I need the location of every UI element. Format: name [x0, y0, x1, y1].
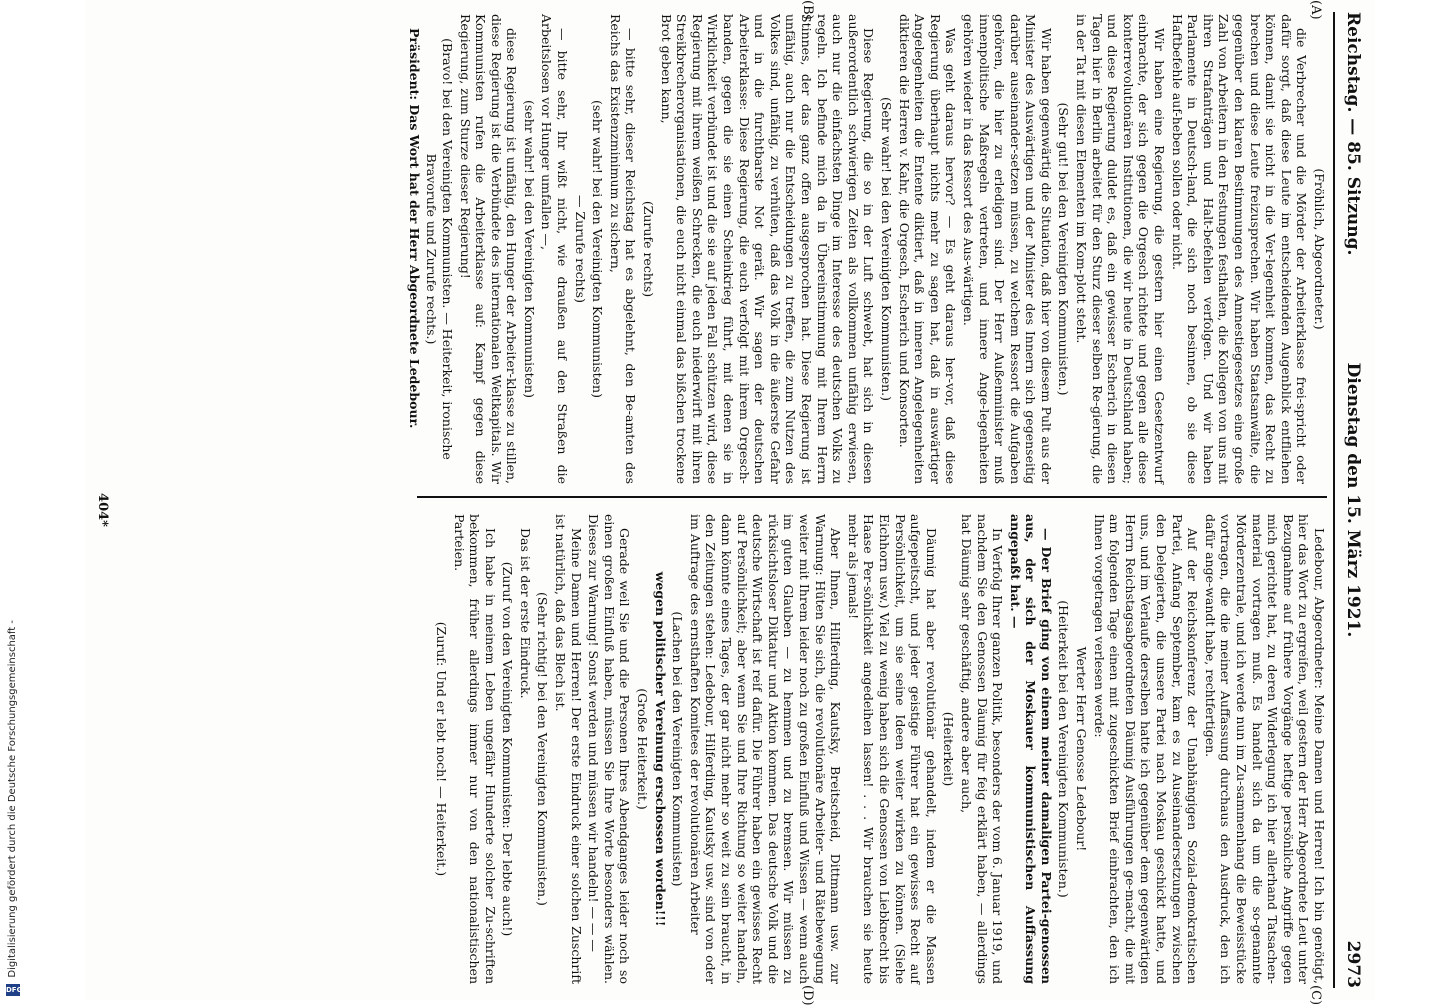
interjection: (sehr wahr! bei den Vereinigten Kommunisten)	[521, 100, 537, 398]
header-date: Dienstag den 15. März 1921.	[1343, 362, 1363, 638]
interjection: (Heiterkeit bei den Vereinigten Kommunisten.)	[1056, 600, 1072, 898]
paragraph: Was geht daraus hervor? — Es geht daraus her-vor, daß diese Regierung überhaupt nichts mehr zu sagen hat, daß in auswärtiger Angelegenheiten die Entente diktiert, daß in inneren Angelegenheiten diktieren die Herren v. Kahr, die Orgesch, Escherich und Konsorten.	[896, 14, 959, 484]
interjection: (Heiterkeit)	[941, 711, 957, 787]
paragraph: — bitte sehr, dieser Reichstag hat es abgelehnt, den Be-amten des Reichs das Existenzminimum zu sichern,	[607, 14, 639, 484]
dfg-credit-text: Digitalisierung gefördert durch die Deutsche Forschungsgemeinschaft -	[7, 620, 18, 978]
paragraph: Gerade weil Sie und die Personen Ihres Abendganges leider noch so einen großen Einfluß haben, müssen Sie Ihre Worte besonders wählen. Dieses zur Warnung! Sonst werden und müssen wir handeln! — — —	[586, 514, 633, 984]
letter-salutation: Werter Herr Genosse Ledebour!	[1074, 646, 1090, 852]
dfg-logo-icon: DFG	[6, 986, 23, 994]
interjection: (Lachen bei den Vereinigten Kommunisten)	[670, 611, 686, 887]
interjection: (Bravo! bei den Vereinigten Kommunisten. — Heiterkeit, ironische Bravorufe und Zurufe rechts.)	[424, 38, 455, 460]
paragraph: Ich habe in meinem Leben ungefähr Hunderte solcher Zu-schriften bekommen, früher allerdings immer nur von den nationalistischen Parteien.	[451, 514, 498, 984]
paragraph: wegen politischer Vereinung erschossen worden!!!	[652, 571, 668, 927]
interjection: (Sehr gut! bei den Vereinigten Kommunisten.)	[1056, 102, 1072, 396]
paragraph: Däumig hat aber revolutionär gehandelt, indem er die Massen aufgepeitscht, und jeder geistige Führer hat ein gewisses Recht auf Persönlichkeit, um sie seine Ideen weiter wirken zu können. (Siehe Eichhorn usw.) Viel zu wenig haben sich die Genossen von Liebknecht bis Haase Per-sönlichkeit angedeihen lassen! . . . Wir brauchen sie heute mehr als jemals!	[845, 514, 939, 984]
speaker-line: (Fröhlich, Abgeordneter.)	[1312, 168, 1327, 330]
interjection: (Zuruf von den Vereinigten Kommunisten: Der lebte auch!)	[500, 561, 516, 937]
interjection: — Zurufe rechts)	[572, 195, 588, 303]
president-line: Präsident: Das Wort hat der Herr Abgeordnete Ledebour.	[406, 28, 422, 429]
margin-marker-d: (D)	[800, 985, 815, 1006]
paragraph: Auf der Reichskonferenz der Unabhängigen Sozial-demokratischen Partei, Anfang September, kam es zu Auseinandersetzungen zwischen den Delegierten, die unsere Partei nach Moskau geschickt hatte, und uns, und im Verlaufe derselben hatte ich gegenüber dem gegenwärtigen Herrn Reichstagsabgeordneten Däumig Ausführungen ge-macht, die mit am folgenden Tage einen mit zugeschickten Brief einbrachten, den ich Ihnen vorgetragen verlesen werde:	[1091, 514, 1201, 984]
page-header	[1335, 12, 1369, 988]
margin-marker-c: (C)	[1308, 985, 1323, 1006]
header-page-number: 2973	[1343, 940, 1363, 988]
paragraph: Diese Regierung, die so in der Luft schwebt, hat sich in diesen außerordentlich schwierigen Zeiten als vollkommen unfähig erwiesen, auch nur die einfachsten Dinge im Interesse des deutschen Volks zu regeln. Ich befinde mich da in Übereinstimmung mit Ihrem Herrn Stinnes, der das ganz offen ausgesprochen hat. Diese Regierung ist unfähig, auch nur die Entscheidungen zu treffen, die zum Nutzen des Volkes sind, unfähig, zu verhüten, daß das Volk in die äußerste Gefahr und in die furchtbarste Not gerät. Wir sagen der deutschen Arbeiterklasse: Diese Regierung, die euch verfolgt mit ihrem Orgesch-banden, gegen die sie einen Scheinkrieg führt, mit denen sie in Wirklichkeit verbündet ist und die sie auf jeden Fall schützen wird, diese Regierung mit ihrem weißen Schrecken, die euch niederwirft mit ihren Streikbrecherorganisationen, die euch nicht einmal das bißchen trockene Brot geben kann,	[658, 14, 877, 484]
paragraph: diese Regierung ist unfähig, den Hunger der Arbeiter-klasse zu stillen, diese Regierung ist die Verbündete des internationalen Weltkapitals. Wir Kommunisten rufen die Arbeiterklasse auf: Kampf gegen diese Regierung, zum Sturze dieser Regierung!	[457, 14, 520, 484]
interjection: (Zurufe rechts)	[641, 200, 657, 298]
rotated-newspaper-page	[85, 0, 1375, 1006]
paragraph: Wir haben gegenwärtig die Situation, daß hier von diesem Pult aus der Minister des Auswärtigen und der Minister des Innern sich gegenseitig darüber auseinander-setzen müssen, zu welchem Ressort die Aufgaben gehören, die hier zu erledigen sind. Der Herr Außenminister muß innenpolitische Maßregeln vertreten, und innere Ange-legenheiten gehören wieder in das Ressort des Aus-wärtigen.	[960, 14, 1054, 484]
paragraph: Das ist der erste Eindruck.	[517, 528, 533, 699]
right-column-text	[417, 514, 1327, 984]
paragraph: Aber Ihnen, Hilferding, Kautsky, Breitscheid, Dittmann usw. zur Warnung: Hüten Sie sich, die revolutionäre Arbeiter- und Rätebewegung weiter mit Ihrem leider noch zu großen Einfluß und Wissen — wenn auch im guten Glauben — zu hemmen und zu bremsen. Wir müssen zu rücksichtsloser Diktatur und Aktion kommen. Das deutsche Volk und die deutsche Wirtschaft ist reif dafür. Die Führer haben ein gewisses Recht auf Persönlichkeit; aber wenn Sie und Ihre Richtung so weiter handeln, dann könnte eines Tages, der gar nicht mehr so weit zu sein braucht, in den Zeitungen stehen: Ledebour, Hilferding, Kautsky usw. sind von oder im Auftrage des ernsthaften Komitees der revolutionären Arbeiter	[687, 514, 844, 984]
paragraph: Meine Damen und Herren! Der erste Eindruck einer solchen Zuschrift ist natürlich, daß das Blech ist.	[553, 514, 584, 984]
interjection: (Große Heiterkeit.)	[635, 688, 651, 810]
footer-page-number: 404*	[95, 493, 110, 527]
paragraph: Ledebour, Abgeordneter: Meine Damen und Herren! Ich bin genötigt, hier das Wort zu ergreifen, weil gestern der Herr Abgeordnete Leut unter Bezugnahme auf frühere Vorgänge heftige persönliche Angriffe gegen mich gerichtet hat, zu deren Widerlegung ich hier allerhand Tatsachen-material vortragen muß. Es handelt sich da um die so-genannte Mörderzentrale, und ich werde nun im Zu-sammenhang die Beweisstücke vortragen, die die meiner Auffassung durchaus den Ausdruck, den ich dafür ange-wandt habe, rechtfertigen.	[1202, 514, 1327, 984]
paragraph: — Der Brief ging von einem meiner damaligen Partei-genossen aus, der sich der Moskauer kommunistischen Auffassung angepaßt hat. —	[1007, 514, 1054, 984]
interjection: (Zuruf: Und er lebt noch! — Heiterkeit.)	[433, 621, 449, 877]
header-session: Reichstag. — 85. Sitzung.	[1343, 12, 1363, 256]
margin-marker-b: (B)	[800, 0, 815, 20]
paragraph: Wir haben eine Regierung, die gestern hier einen Gesetzentwurf einbrachte, der sich gegen die Orgesch richtete und gegen alle diese konterrevolutionären Institutionen, die wir heute in Deutschland haben; und diese Regierung duldet es, daß ein gewisser Escherich in diesen Tagen hier in Berlin arbeitet für den Sturz dieser selben Re-gierung, die in der Tat mit diesen Elementen im Kom-plott steht.	[1074, 14, 1168, 484]
interjection: (Sehr wahr! bei den Vereinigten Kommunisten.)	[878, 96, 894, 402]
column-divider	[417, 496, 1327, 498]
header-rule	[1333, 12, 1335, 988]
paragraph: die Verbrecher und die Mörder der Arbeiterklasse frei-spricht oder dafür sorgt, daß diese Leute im entscheidenden Augenblick entfliehen können, damit sie nicht in die Ver-legenheit kommen, das Recht zu brechen und diese Leute freizusprechen. Wir haben Staatsanwälte, die gegenüber den klaren Bestimmungen des Amnestiegesetzes eine große Zahl von Arbeitern in den Festungen festhalten, die Kollegen von uns mit ihren Strafanträgen und Halt-befehlen verfolgen. Und wir haben Parlamente in Deutsch-land, die sich noch besinnen, ob sie diese Haftbefehle auf-heben sollen oder nicht.	[1169, 14, 1310, 484]
margin-marker-a: (A)	[1308, 0, 1323, 20]
left-column-text	[406, 14, 1327, 484]
interjection: (sehr wahr! bei den Vereinigten Kommunisten)	[590, 100, 606, 398]
digitization-credit-sidebar	[0, 0, 28, 1000]
paragraph: In Verfolg Ihrer ganzen Politik, besonders der vom 6. Januar 1919, und nachdem Sie den Genossen Däumig für feig erklärt haben, — allerdings hat Däumig sehr geschäftig, andere aber auch,	[958, 514, 1006, 984]
paragraph: — bitte sehr, Ihr wißt nicht, wie draußen auf den Straßen die Arbeitslosen vor Hunger umfallen —,	[539, 14, 571, 484]
interjection: (Sehr richtig! bei den Vereinigten Kommunisten.)	[535, 592, 551, 906]
